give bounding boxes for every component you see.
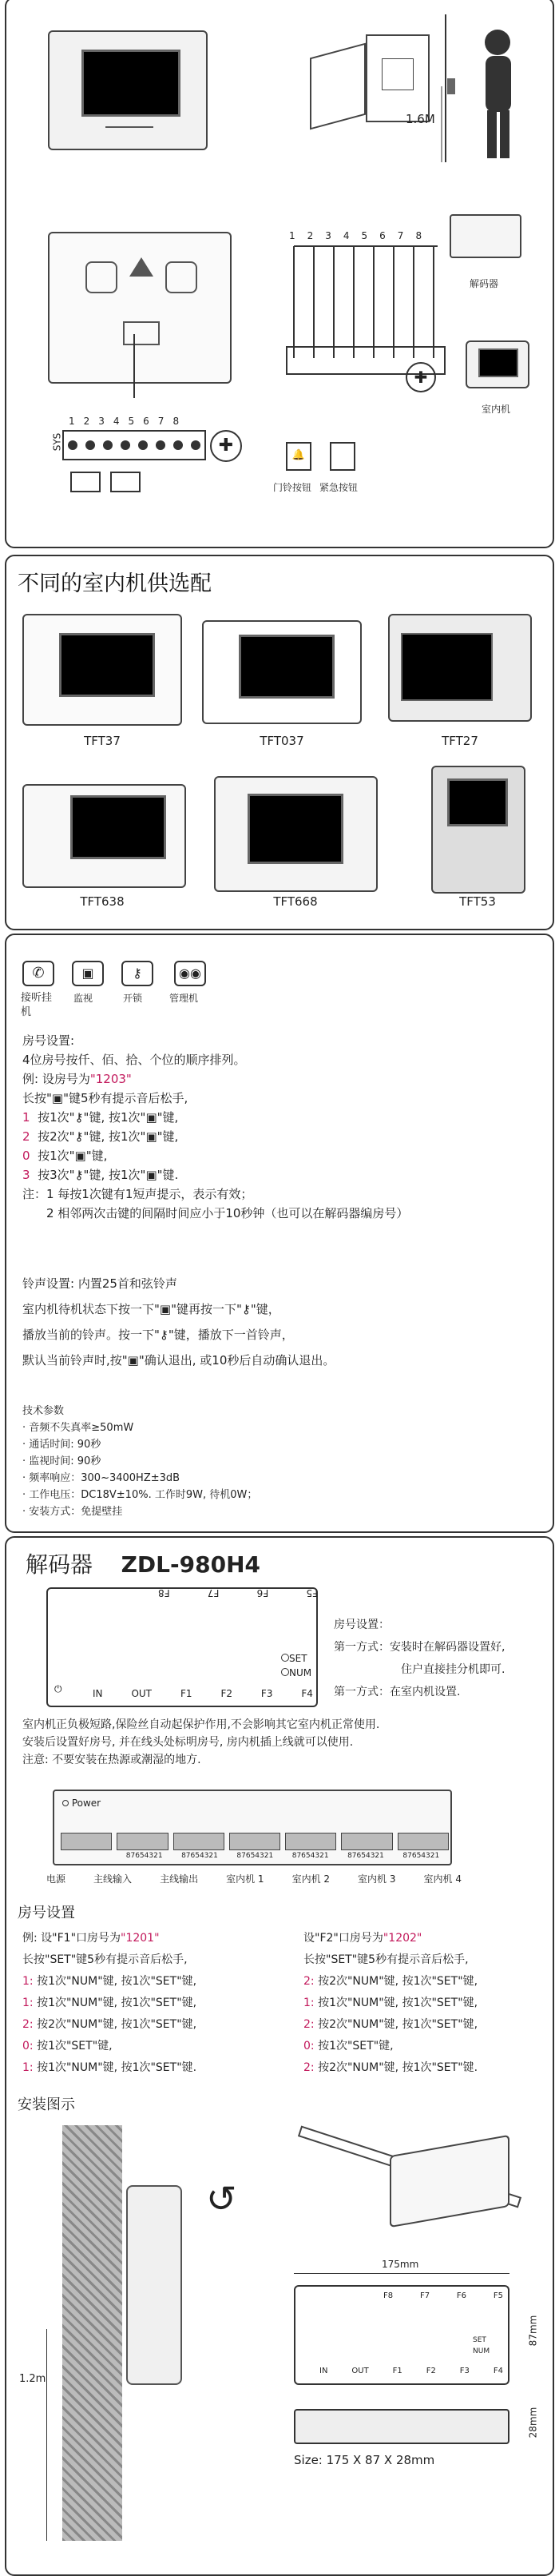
spec-item: · 安装方式：免提壁挂 <box>22 1506 123 1518</box>
key-icon: ⚷ <box>241 1302 251 1316</box>
model-name: TFT037 <box>260 734 304 748</box>
way1a: 第一方式：安装时在解码器设置好, <box>334 1641 505 1654</box>
key-icon: ⚷ <box>74 1168 84 1182</box>
decoder-panel <box>5 1536 554 2576</box>
model-tft53 <box>431 766 525 894</box>
wall-bracket-drawing <box>302 26 438 146</box>
key-icon: ⚷ <box>121 961 153 986</box>
terminal-numbers-left: 12345678 <box>69 416 188 427</box>
monitor-icon: ▣ <box>74 1149 86 1163</box>
height-dimension: 87mm <box>527 2315 539 2347</box>
models-title: 不同的室内机供选配 <box>18 571 212 596</box>
model-name: TFT668 <box>273 894 318 909</box>
width-dimension: 175mm <box>382 2259 419 2270</box>
room-setting-block <box>22 1031 549 1223</box>
room-step: 0 按1次"▣"键, <box>22 1149 108 1163</box>
decoder-label: 解码器 <box>470 278 499 289</box>
indoor-label: 室内机 <box>482 404 511 415</box>
spec-block <box>22 1403 549 1520</box>
model-tft668 <box>214 776 378 892</box>
room-title: 房号设置: <box>22 1033 75 1048</box>
right-example: 设"F2"口房号为"1202" 长按"SET"键5秒有提示音后松手, 2: 按2次"NUM"键, 按1次"SET"键, 1: 按1次"NUM"键, 按1次"SET"键, 2: 按2次"NUM"键, 按1次"SET"键, 0: 按1次"SET"键, 2: 按2次"NUM"键, 按1次"SET"键. <box>303 1932 478 2074</box>
terminal-blocks <box>61 1833 449 1850</box>
set-button[interactable]: SET <box>281 1653 307 1664</box>
key-icon: ⚷ <box>74 1110 84 1125</box>
emergency-button-label: 紧急按钮 <box>319 482 359 493</box>
room-set-title: 房号设置 <box>18 1905 75 1921</box>
key-icon: ⚷ <box>159 1328 168 1342</box>
dim-front-labels: IN OUT F1 F2 F3 F4 <box>319 2367 503 2375</box>
monitor-icon: ▣ <box>72 961 104 986</box>
room-line1: 4位房号按仟、佰、拾、个位的顺序排列。 <box>22 1053 246 1067</box>
model-name: TFT27 <box>442 734 478 748</box>
decoder-notes <box>22 1716 379 1769</box>
install-height-label: 1.2m <box>19 2373 46 2385</box>
height-label: 1.6M <box>406 112 435 126</box>
models-panel <box>5 555 554 930</box>
decoder-note: 注意: 不要安装在热源或潮湿的地方. <box>22 1754 201 1766</box>
dim-front-set: SET <box>473 2336 486 2344</box>
spec-item: · 监视时间: 90秒 <box>22 1455 101 1467</box>
monitor-icon: ▣ <box>51 1091 64 1105</box>
decoder-top-labels: F5 F6 F7 F8 <box>158 1587 318 1599</box>
spec-item: · 工作电压：DC18V±10%. 工作时9W, 待机0W； <box>22 1489 258 1501</box>
indoor-unit-small <box>466 340 529 388</box>
model-tft27 <box>388 614 532 722</box>
decoder-front-diagram <box>46 1587 318 1707</box>
indoor-unit-front <box>48 30 208 150</box>
ring-line2: 播放当前的铃声。按一下"⚷"键，播放下一首铃声， <box>22 1328 294 1342</box>
din-rail-illustration <box>294 2129 533 2225</box>
model-name: TFT638 <box>80 894 125 909</box>
emergency-button[interactable] <box>330 442 355 471</box>
terminal-numbers-top: 12345678 <box>289 230 434 241</box>
rotate-arrow-icon: ↺ <box>206 2177 237 2220</box>
back-wire-arrow <box>126 334 142 398</box>
decoder-dim-front <box>294 2285 509 2385</box>
way1b: 住户直接挂分机即可. <box>401 1663 505 1676</box>
power-indicator: Power <box>62 1798 101 1809</box>
model-tft638 <box>22 784 186 888</box>
model-tft037 <box>202 620 362 724</box>
decoder-note: 室内机正负极短路,保险丝自动起保护作用,不会影响其它室内机正常使用. <box>22 1718 380 1731</box>
decoder-title: 解码器 ZDL-980H4 <box>26 1551 260 1578</box>
decoder-side-view <box>126 2185 182 2385</box>
install-height-line <box>46 2329 47 2541</box>
room-example: 例: 设房号为"1203" <box>22 1072 132 1086</box>
room-step: 2 按2次"⚷"键, 按1次"▣"键, <box>22 1129 179 1144</box>
decoder-bottom-labels: IN OUT F1 F2 F3 F4 <box>93 1688 313 1699</box>
decoder-room-setting <box>334 1614 505 1703</box>
monitor-icon: ▣ <box>127 1353 139 1368</box>
install-title: 安装图示 <box>18 2096 75 2113</box>
dim-front-num: NUM <box>473 2347 490 2355</box>
bell-terminal-left <box>70 472 101 492</box>
sys-label-left: SYS <box>51 432 63 452</box>
key-icon: ⚷ <box>74 1129 84 1144</box>
dim-front-top-labels: F8 F7 F6 F5 <box>383 2291 503 2300</box>
ring-line3: 默认当前铃声时,按"▣"确认退出, 或10秒后自动确认退出。 <box>22 1353 335 1368</box>
terminal-codes: 87654321 87654321 87654321 87654321 87654321 87654321 <box>125 1852 440 1860</box>
model-name: TFT37 <box>84 734 121 748</box>
room-press: 长按"▣"键5秒有提示音后松手, <box>22 1091 188 1105</box>
monitor-icon: ▣ <box>145 1110 157 1125</box>
person-height-figure <box>438 14 541 162</box>
door-button-label: 门铃按钮 <box>273 482 312 493</box>
decoder-note: 安装后设置好房号, 并在线头处标明房号, 房内机插上线就可以使用. <box>22 1736 354 1749</box>
power-icon: ⏻ <box>54 1683 62 1694</box>
ring-setting-block <box>22 1271 549 1373</box>
icon-label-monitor: 监视 <box>73 993 93 1004</box>
icon-label-unlock: 开锁 <box>123 993 143 1004</box>
way2: 第一方式：在室内机设置. <box>334 1686 461 1698</box>
spec-item: · 音频不失真率≥50mW <box>22 1422 134 1434</box>
monitor-icon: ▣ <box>145 1129 157 1144</box>
model-tft37 <box>22 614 182 726</box>
decoder-dim-side <box>294 2409 509 2444</box>
operation-panel <box>5 934 554 1533</box>
left-example: 例: 设"F1"口房号为"1201" 长按"SET"键5秒有提示音后松手, 1: 按1次"NUM"键, 按1次"SET"键, 1: 按1次"NUM"键, 按1次"SET"键, 2: 按2次"NUM"键, 按1次"SET"键, 0: 按1次"SET"键, 1: 按1次"NUM"键, 按1次"SET"键. <box>22 1932 197 2074</box>
speaker-icon-right: ✚ <box>406 362 436 392</box>
icon-label-manager: 管理机 <box>169 993 199 1004</box>
icon-label-answer: 接听挂机 <box>21 992 53 1018</box>
room-step: 1 按1次"⚷"键, 按1次"▣"键, <box>22 1110 179 1125</box>
spec-item: · 频率响应：300~3400HZ±3dB <box>22 1472 180 1484</box>
ring-title: 铃声设置: 内置25首和弦铃声 <box>22 1276 177 1291</box>
port-labels: 电源 主线输入 主线输出 室内机 1 室内机 2 室内机 3 室内机 4 <box>46 1873 462 1885</box>
room-step: 3 按3次"⚷"键, 按1次"▣"键. <box>22 1168 179 1182</box>
num-button[interactable]: NUM <box>281 1667 311 1678</box>
button-icon-row <box>22 961 278 1017</box>
monitor-icon: ▣ <box>159 1302 172 1316</box>
ring-line1: 室内机待机状态下按一下"▣"键再按一下"⚷"键， <box>22 1302 280 1316</box>
decoder-device-small <box>450 214 521 258</box>
spec-title: 技术参数 <box>22 1405 65 1417</box>
spec-item: · 通话时间: 90秒 <box>22 1439 101 1451</box>
wall-hatch <box>62 2125 122 2541</box>
manager-icon: ◉◉ <box>174 961 206 986</box>
depth-dimension: 28mm <box>527 2407 539 2439</box>
wiring-panel <box>5 0 554 548</box>
decoder-terminal-board <box>53 1790 452 1865</box>
decoder-room-title: 房号设置： <box>334 1618 390 1631</box>
note-2: 2 相邻两次击键的间隔时间应小于10秒钟（也可以在解码器编房号） <box>46 1206 409 1220</box>
handset-icon: ✆ <box>22 961 54 986</box>
model-name: TFT53 <box>459 894 496 909</box>
door-button[interactable]: 🔔 <box>286 442 311 471</box>
note-1: 注：1 每按1次键有1短声提示，表示有效； <box>22 1187 253 1201</box>
monitor-icon: ▣ <box>145 1168 157 1182</box>
terminal-strip-left <box>62 430 206 460</box>
size-label: Size: 175 X 87 X 28mm <box>294 2453 435 2467</box>
sos-terminal-left <box>110 472 141 492</box>
speaker-icon-left: ✚ <box>210 430 242 462</box>
width-dimension-line <box>294 2273 509 2274</box>
